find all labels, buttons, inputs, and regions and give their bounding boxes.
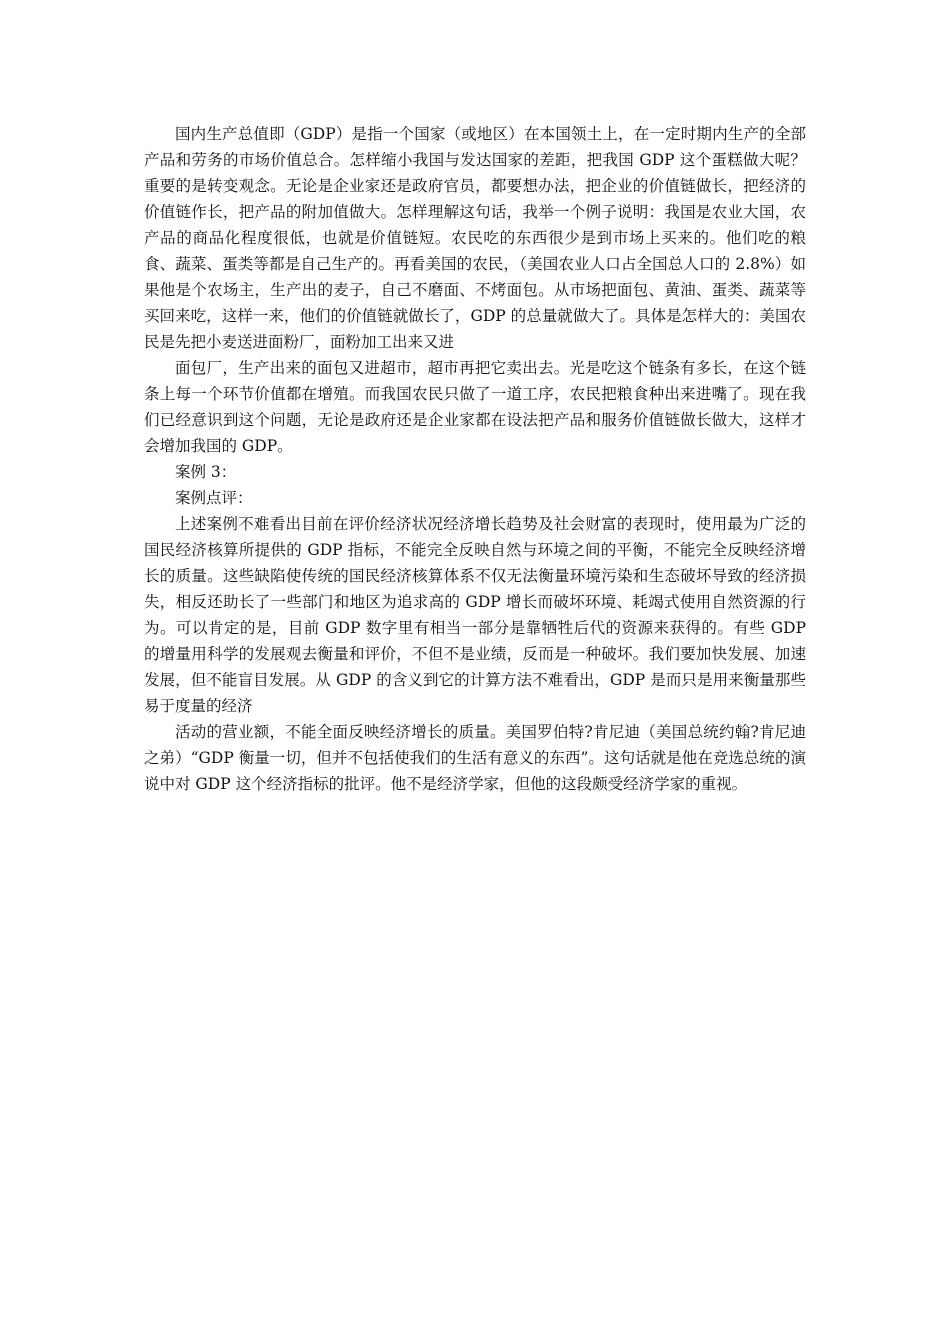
paragraph-case-review: 上述案例不难看出目前在评价经济状况经济增长趋势及社会财富的表现时，使用最为广泛的国民经济核算所提供的 GDP 指标，不能完全反映自然与环境之间的平衡，不能完全反映经济增长的质量。这些缺陷使传统的国民经济核算体系不仅无法衡量环境污染和生态破坏导致的经济损失，相反还助长了一些部门和地区为追求高的 GDP 增长而破坏环境、耗竭式使用自然资源的行为。可以肯定的是，目前 GDP 数字里有相当一部分是靠牺牲后代的资源来获得的。有些 GDP 的增量用科学的发展观去衡量和评价，不但不是业绩，反而是一种破坏。我们要加快发展、加速发展，但不能盲目发展。从 GDP 的含义到它的计算方法不难看出，GDP 是而只是用来衡量那些易于度量的经济 bbox=[144, 515, 806, 715]
paragraph-gdp-definition: 国内生产总值即（GDP）是指一个国家（或地区）在本国领土上，在一定时期内生产的全部产品和劳务的市场价值总合。怎样缩小我国与发达国家的差距，把我国 GDP 这个蛋糕做大呢？重要的是转变观念。无论是企业家还是政府官员，都要想办法，把企业的价值链做长，把经济的价值链作长，把产品的附加值做大。怎样理解这句话，我举一个例子说明：我国是农业大国，农产品的商品化程度很低，也就是价值链短。农民吃的东西很少是到市场上买来的。他们吃的粮食、蔬菜、蛋类等都是自己生产的。再看美国的农民，（美国农业人口占全国总人口的 2.8%）如果他是个农场主，生产出的麦子，自己不磨面、不烤面包。从市场把面包、黄油、蛋类、蔬菜等买回来吃，这样一来，他们的价值链就做长了，GDP 的总量就做大了。具体是怎样大的：美国农民是先把小麦送进面粉厂，面粉加工出来又进 bbox=[144, 125, 806, 351]
paragraph-kennedy-quote: 活动的营业额，不能全面反映经济增长的质量。美国罗伯特?肯尼迪（美国总统约翰?肯尼迪之弟）“GDP 衡量一切，但并不包括使我们的生活有意义的东西”。这句话就是他在竞选总统的演说中对 GDP 这个经济指标的批评。他不是经济学家，但他的这段颇受经济学家的重视。 bbox=[144, 723, 806, 793]
case-review-heading: 案例点评： bbox=[175, 489, 253, 507]
document-body bbox=[144, 121, 806, 797]
case-heading: 案例 3： bbox=[175, 463, 237, 481]
paragraph-value-chain: 面包厂，生产出来的面包又进超市，超市再把它卖出去。光是吃这个链条有多长，在这个链条上每一个环节价值都在增殖。而我国农民只做了一道工序，农民把粮食种出来进嘴了。现在我们已经意识到这个问题，无论是政府还是企业家都在设法把产品和服务价值链做长做大，这样才会增加我国的 GDP。 bbox=[144, 359, 806, 455]
